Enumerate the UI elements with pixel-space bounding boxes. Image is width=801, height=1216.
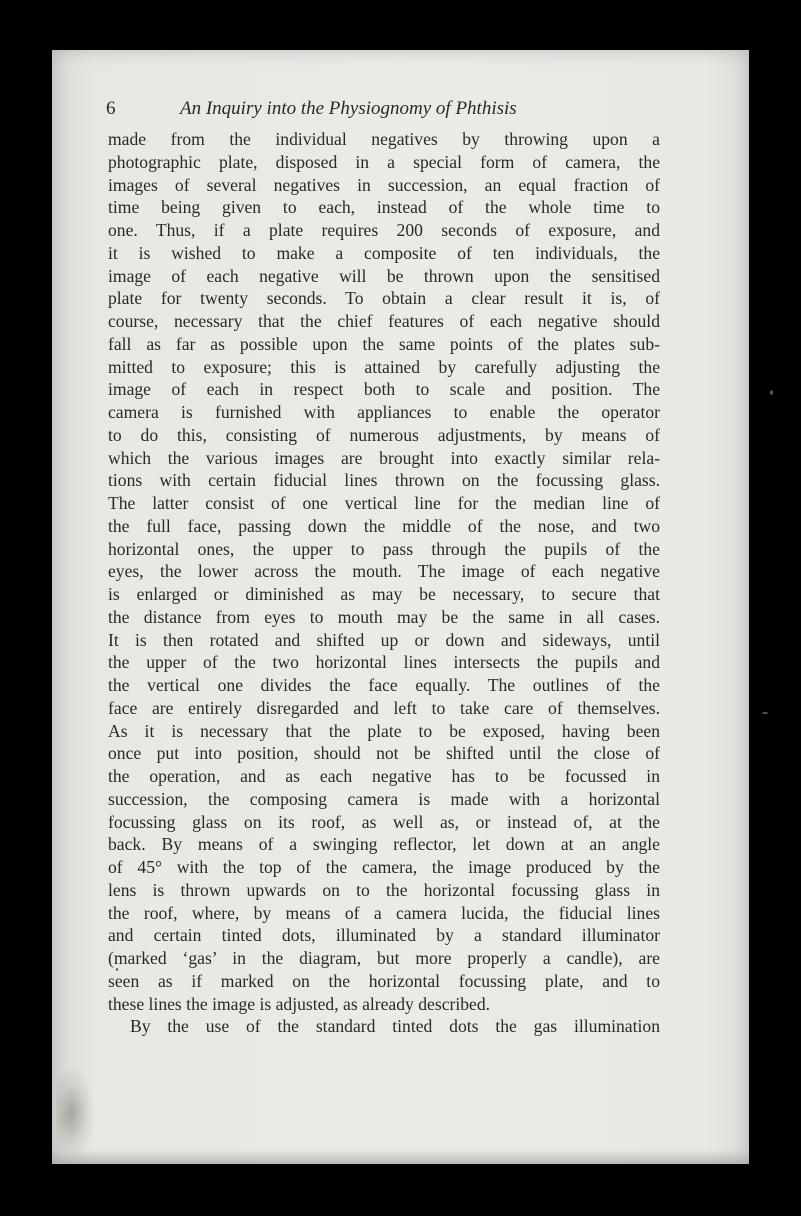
text-line: made from the individual negatives by throwing upon a <box>108 129 660 149</box>
body-text <box>108 128 660 1038</box>
text-line: back. By means of a swinging reflector, let down at an angle <box>108 834 660 855</box>
text-line: of 45° with the top of the camera, the image produced by the <box>108 857 660 877</box>
text-line: the upper of the two horizontal lines intersects the pupils and <box>108 652 660 673</box>
text-line: mitted to exposure; this is attained by carefully adjusting the <box>108 356 660 377</box>
text-line: fall as far as possible upon the same points of the plates sub- <box>108 333 660 354</box>
text-line: tions with certain fiducial lines thrown on the focussing glass. <box>108 470 660 491</box>
text-line-paragraph-start: By the use of the standard tinted dots the gas illumination <box>130 1016 660 1037</box>
text-line: one. Thus, if a plate requires 200 seconds of exposure, and <box>108 220 660 240</box>
dust-speck <box>770 390 773 395</box>
text-line: image of each negative will be thrown upon the sensitised <box>108 265 660 286</box>
text-line: As it is necessary that the plate to be exposed, having been <box>108 720 660 741</box>
text-line: is enlarged or diminished as may be necessary, to secure that <box>108 584 660 604</box>
text-line: course, necessary that the chief features of each negative should <box>108 311 660 331</box>
text-line: face are entirely disregarded and left to take care of themselves. <box>108 697 660 718</box>
text-line: and certain tinted dots, illuminated by a standard illuminator <box>108 925 660 946</box>
text-line: time being given to each, instead of the whole time to <box>108 197 660 218</box>
page-stain <box>56 1068 94 1158</box>
text-line: lens is thrown upwards on to the horizontal focussing glass in <box>108 879 660 900</box>
text-line: the full face, passing down the middle of the nose, and two <box>108 515 660 536</box>
text-line: horizontal ones, the upper to pass through the pupils of the <box>108 538 660 559</box>
text-line: images of several negatives in succession, an equal fraction of <box>108 174 660 195</box>
text-line: focussing glass on its roof, as well as, or instead of, at the <box>108 811 660 832</box>
text-line: camera is furnished with appliances to enable the operator <box>108 402 660 422</box>
text-line: it is wished to make a composite of ten individuals, the <box>108 242 660 263</box>
text-line: seen as if marked on the horizontal focussing plate, and to <box>108 970 660 991</box>
text-line: the vertical one divides the face equally. The outlines of the <box>108 675 660 695</box>
running-title: An Inquiry into the Physiognomy of Phthisis <box>180 98 517 119</box>
text-line: The latter consist of one vertical line for the median line of <box>108 493 660 513</box>
text-line: the roof, where, by means of a camera lucida, the fiducial lines <box>108 902 660 923</box>
text-line: image of each in respect both to scale and position. The <box>108 379 660 400</box>
page-number: 6 <box>106 98 116 119</box>
text-line: It is then rotated and shifted up or down and sideways, until <box>108 629 660 650</box>
text-line: the operation, and as each negative has to be focussed in <box>108 766 660 786</box>
text-line: the distance from eyes to mouth may be the same in all cases. <box>108 606 660 627</box>
text-line: eyes, the lower across the mouth. The image of each negative <box>108 561 660 582</box>
text-line: succession, the composing camera is made with a horizontal <box>108 788 660 809</box>
text-line-paragraph-end: these lines the image is adjusted, as already described. <box>108 993 491 1014</box>
text-line: (marked ‘gas’ in the diagram, but more properly a candle), are <box>108 948 660 968</box>
text-line: once put into position, should not be shifted until the close of <box>108 743 660 764</box>
text-line: photographic plate, disposed in a special form of camera, the <box>108 151 660 172</box>
text-line: which the various images are brought into exactly similar rela- <box>108 447 660 468</box>
page-bottom-edge <box>52 1150 749 1164</box>
text-line: to do this, consisting of numerous adjustments, by means of <box>108 424 660 445</box>
running-header <box>106 98 666 126</box>
dust-speck <box>116 968 118 971</box>
dust-speck <box>762 712 768 714</box>
text-line: plate for twenty seconds. To obtain a clear result it is, of <box>108 288 660 309</box>
